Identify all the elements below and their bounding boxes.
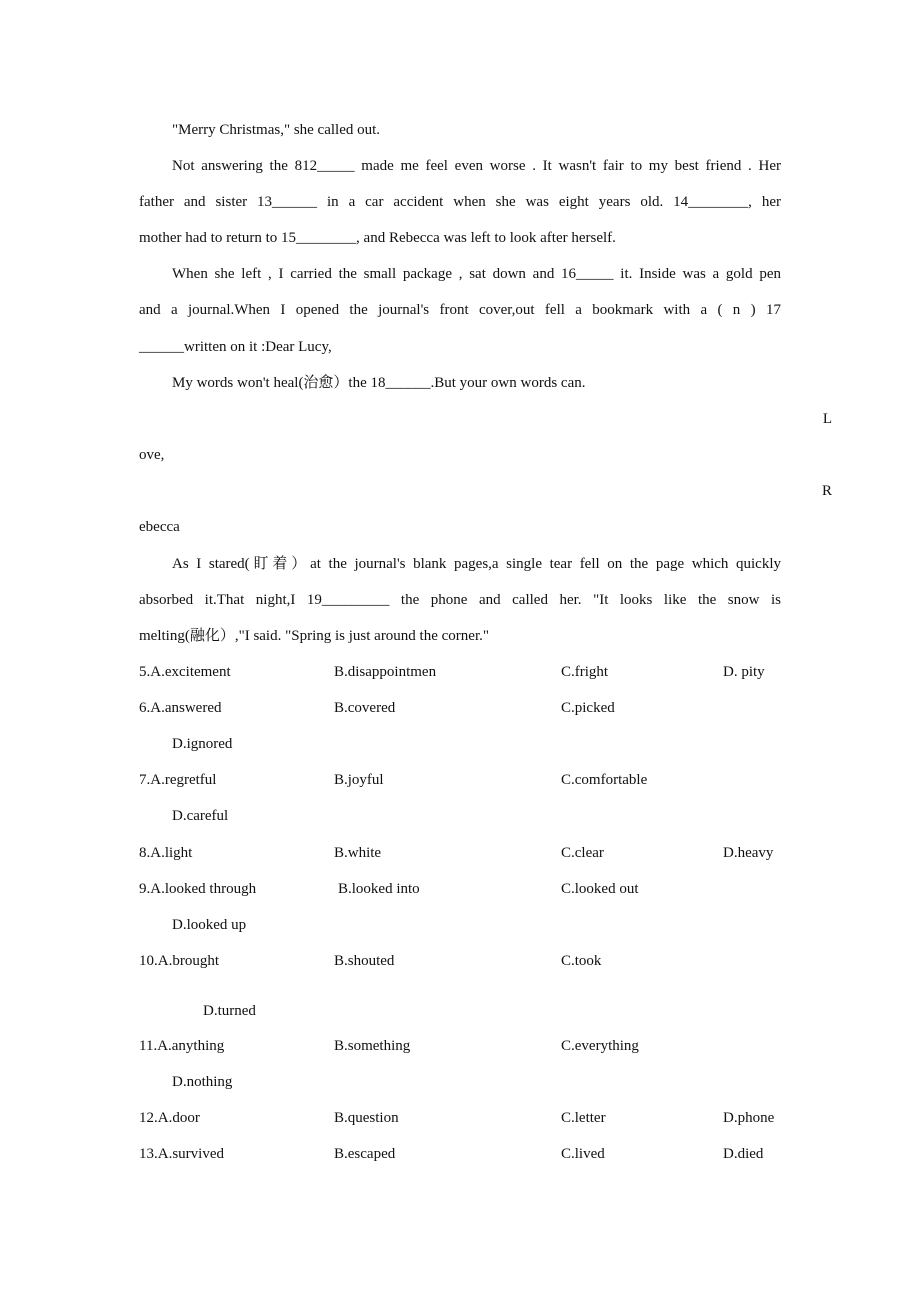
- paragraph-line: ______written on it :Dear Lucy,: [139, 339, 332, 355]
- question-9-option-a: 9.A.looked through: [139, 881, 257, 897]
- question-5-option-c: C.fright: [561, 664, 609, 680]
- question-5-option-b: B.disappointmen: [334, 664, 437, 680]
- question-6-option-a: 6.A.answered: [139, 700, 222, 716]
- question-13-option-d: D.died: [723, 1146, 764, 1162]
- question-10-option-b: B.shouted: [334, 953, 395, 969]
- question-10-option-c: C.took: [561, 953, 602, 969]
- question-10-option-a: 10.A.brought: [139, 953, 219, 969]
- question-11-option-a: 11.A.anything: [139, 1038, 225, 1054]
- paragraph-line: When she left , I carried the small package , sat down and 16_____ it. Inside was a gold pen: [172, 266, 781, 282]
- question-7-option-b: B.joyful: [334, 772, 384, 788]
- question-11-option-d: D.nothing: [172, 1074, 233, 1090]
- question-9-option-d: D.looked up: [172, 917, 247, 933]
- question-8-option-c: C.clear: [561, 845, 604, 861]
- question-11-option-c: C.everything: [561, 1038, 639, 1054]
- question-9-option-c: C.looked out: [561, 881, 639, 897]
- question-12-option-a: 12.A.door: [139, 1110, 200, 1126]
- question-9-option-b: B.looked into: [338, 881, 420, 897]
- paragraph-line: As I stared(盯着）at the journal's blank pages,a single tear fell on the page which quickly: [172, 556, 781, 572]
- question-5-option-d: D. pity: [723, 664, 765, 680]
- question-6-option-c: C.picked: [561, 700, 615, 716]
- question-6-option-d: D.ignored: [172, 736, 233, 752]
- paragraph-line: mother had to return to 15________, and Rebecca was left to look after herself.: [139, 230, 616, 246]
- question-8-option-d: D.heavy: [723, 845, 774, 861]
- question-13-option-c: C.lived: [561, 1146, 605, 1162]
- question-5-option-a: 5.A.excitement: [139, 664, 231, 680]
- question-12-option-b: B.question: [334, 1110, 399, 1126]
- signature-fragment: L: [822, 411, 832, 427]
- paragraph-line: father and sister 13______ in a car accident when she was eight years old. 14________, her: [139, 194, 781, 210]
- question-11-option-b: B.something: [334, 1038, 411, 1054]
- question-6-option-b: B.covered: [334, 700, 396, 716]
- paragraph-line: absorbed it.That night,I 19_________ the phone and called her. "It looks like the snow is: [139, 592, 781, 608]
- paragraph-line: and a journal.When I opened the journal's front cover,out fell a bookmark with a ( n ) 17: [139, 302, 781, 318]
- signature-fragment: R: [821, 483, 832, 499]
- question-13-option-a: 13.A.survived: [139, 1146, 224, 1162]
- question-12-option-c: C.letter: [561, 1110, 606, 1126]
- paragraph-line: Not answering the 812_____ made me feel even worse . It wasn't fair to my best friend . Her: [172, 158, 781, 174]
- question-8-option-a: 8.A.light: [139, 845, 193, 861]
- question-7-option-a: 7.A.regretful: [139, 772, 217, 788]
- signature-fragment: ove,: [139, 447, 165, 463]
- paragraph-line: melting(融化）,"I said. "Spring is just around the corner.": [139, 628, 489, 644]
- question-7-option-c: C.comfortable: [561, 772, 648, 788]
- paragraph-line: My words won't heal(治愈）the 18______.But your own words can.: [172, 375, 586, 391]
- question-12-option-d: D.phone: [723, 1110, 775, 1126]
- question-8-option-b: B.white: [334, 845, 382, 861]
- question-13-option-b: B.escaped: [334, 1146, 396, 1162]
- signature-fragment: ebecca: [139, 519, 180, 535]
- question-7-option-d: D.careful: [172, 808, 229, 824]
- paragraph-line: "Merry Christmas," she called out.: [172, 122, 381, 138]
- question-10-option-d: D.turned: [203, 1003, 256, 1019]
